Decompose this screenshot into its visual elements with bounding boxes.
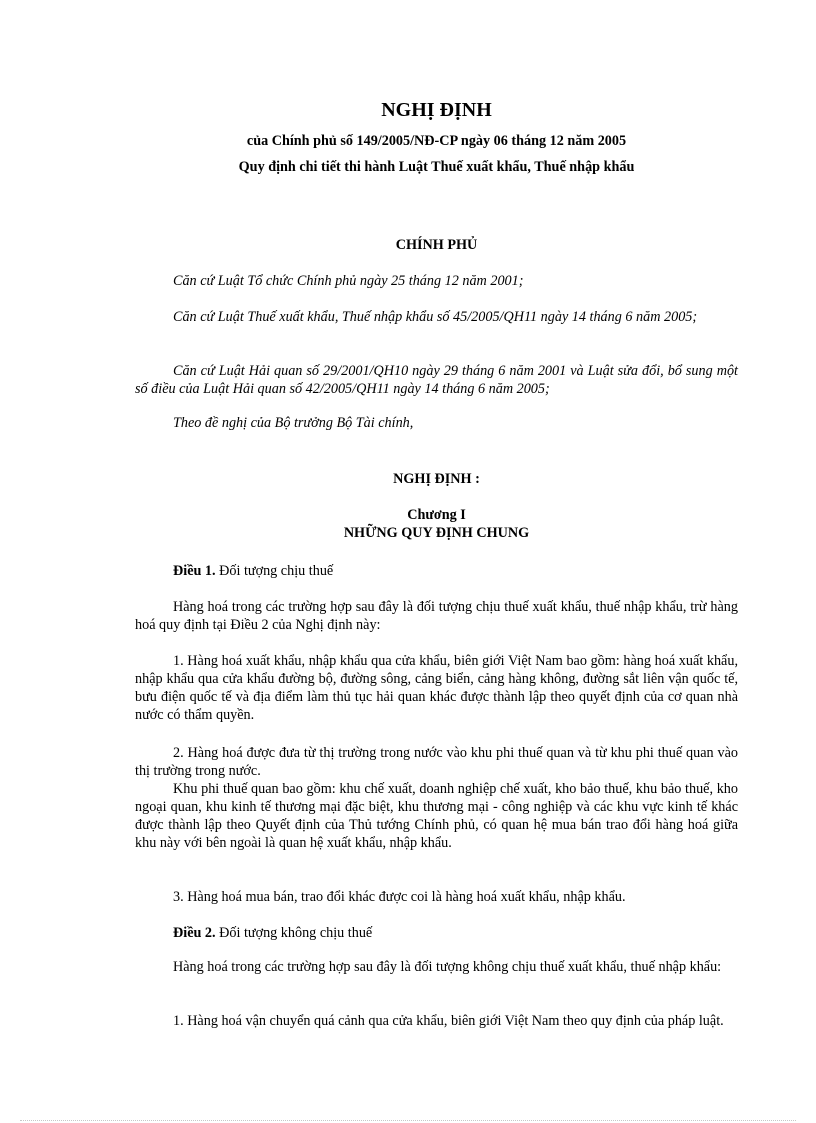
article-2-label: Điều 2. (173, 925, 216, 941)
article-1-item-2-detail: Khu phi thuế quan bao gồm: khu chế xuất, doanh nghiệp chế xuất, kho bảo thuế, khu bảo thuế, kho ngoại quan, khu kinh tế thương mại đặc biệt, khu thương mại - công nghiệp và các khu vực kinh tế khác được thành lập theo Quyết định của Thủ tướng Chính phủ, có quan hệ mua bán trao đổi hàng hoá giữa khu này với bên ngoài là quan hệ xuất khẩu, nhập khẩu. (135, 781, 738, 851)
recital: Theo đề nghị của Bộ trưởng Bộ Tài chính, (173, 415, 414, 431)
article-1-item-2: 2. Hàng hoá được đưa từ thị trường trong nước vào khu phi thuế quan và từ khu phi thuế quan vào thị trường trong nước. (135, 745, 738, 779)
decree-heading: NGHỊ ĐỊNH : (393, 471, 480, 487)
article-2-intro: Hàng hoá trong các trường hợp sau đây là đối tượng không chịu thuế xuất khẩu, thuế nhập khẩu: (173, 959, 722, 975)
authority-heading: CHÍNH PHỦ (395, 237, 478, 253)
document-subtitle-subject: Quy định chi tiết thi hành Luật Thuế xuất khẩu, Thuế nhập khẩu (238, 159, 635, 175)
recital: Căn cứ Luật Hải quan số 29/2001/QH10 ngày 29 tháng 6 năm 2001 và Luật sửa đổi, bổ sung một số điều của Luật Hải quan số 42/2005/QH11 ngày 14 tháng 6 năm 2005; (135, 363, 738, 397)
chapter-number: Chương I (407, 507, 466, 523)
article-1-title: Đối tượng chịu thuế (215, 563, 334, 579)
recital: Căn cứ Luật Thuế xuất khẩu, Thuế nhập khẩu số 45/2005/QH11 ngày 14 tháng 6 năm 2005; (173, 309, 698, 325)
recital: Căn cứ Luật Tổ chức Chính phủ ngày 25 tháng 12 năm 2001; (173, 273, 524, 289)
chapter-title: NHỮNG QUY ĐỊNH CHUNG (343, 525, 530, 541)
article-2-title: Đối tượng không chịu thuế (215, 925, 373, 941)
document-subtitle-issuer: của Chính phủ số 149/2005/NĐ-CP ngày 06 tháng 12 năm 2005 (246, 133, 627, 149)
article-2-heading (135, 924, 738, 942)
article-1-heading (135, 562, 738, 580)
article-1-label: Điều 1. (173, 563, 216, 579)
article-1-item-3: 3. Hàng hoá mua bán, trao đổi khác được coi là hàng hoá xuất khẩu, nhập khẩu. (173, 889, 626, 905)
page-bottom-divider (20, 1120, 796, 1121)
article-1-item-1: 1. Hàng hoá xuất khẩu, nhập khẩu qua cửa khẩu, biên giới Việt Nam bao gồm: hàng hoá xuất khẩu, nhập khẩu qua cửa khẩu đường bộ, đường sông, cảng biển, cảng hàng không, đường sắt liên vận quốc tế, bưu điện quốc tế và địa điểm làm thủ tục hải quan khác được thành lập theo quyết định của cơ quan nhà nước có thẩm quyền. (135, 653, 738, 723)
article-1-intro: Hàng hoá trong các trường hợp sau đây là đối tượng chịu thuế xuất khẩu, thuế nhập khẩu, trừ hàng hoá quy định tại Điều 2 của Nghị định này: (135, 599, 738, 633)
article-2-item-1: 1. Hàng hoá vận chuyển quá cảnh qua cửa khẩu, biên giới Việt Nam theo quy định của pháp luật. (173, 1013, 724, 1029)
document-title: NGHỊ ĐỊNH (381, 99, 492, 121)
